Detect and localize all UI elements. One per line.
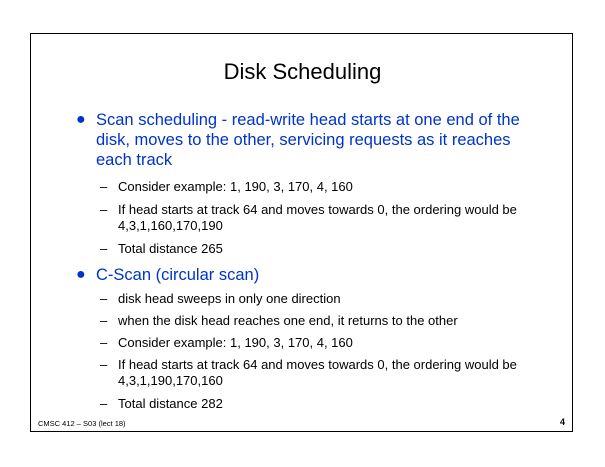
sub-bullet [100, 335, 538, 351]
page-number: 4 [560, 417, 566, 427]
sub-bullet-text: when the disk head reaches one end, it returns to the other [118, 313, 458, 328]
slide-title: Disk Scheduling [223, 59, 382, 84]
dash-icon: – [100, 202, 108, 217]
bullet-text: C-Scan (circular scan) [96, 266, 260, 284]
dash-icon: – [100, 179, 108, 194]
slide-footer: CMSC 412 – S03 (lect 18) [38, 419, 126, 428]
sub-bullet-text: disk head sweeps in only one direction [118, 291, 341, 306]
sub-bullet-text: If head starts at track 64 and moves towards 0, the ordering would be 4,3,1,190,170,160 [118, 357, 517, 388]
bullet-dot-icon: ● [76, 111, 86, 128]
sub-bullet [100, 291, 538, 307]
dash-icon: – [100, 241, 108, 256]
bullet-cscan [76, 265, 546, 285]
sub-bullet [100, 241, 538, 257]
bullet-dot-icon: ● [76, 266, 86, 283]
sub-bullet [100, 357, 538, 389]
dash-icon: – [100, 357, 108, 372]
dash-icon: – [100, 396, 108, 411]
sub-bullet-text: Total distance 282 [118, 396, 223, 411]
dash-icon: – [100, 313, 108, 328]
sub-bullet-text: If head starts at track 64 and moves towards 0, the ordering would be 4,3,1,160,170,190 [118, 202, 517, 233]
bullet-scan [76, 110, 546, 170]
sub-bullet-text: Total distance 265 [118, 241, 223, 256]
sub-bullet [100, 179, 538, 195]
dash-icon: – [100, 291, 108, 306]
bullet-text: Scan scheduling - read-write head starts at one end of the disk, moves to the other, servicing requests as it reaches each track [96, 111, 520, 169]
sub-bullet [100, 313, 538, 329]
sub-bullet-text: Consider example: 1, 190, 3, 170, 4, 160 [118, 335, 353, 350]
dash-icon: – [100, 335, 108, 350]
sub-bullet [100, 396, 538, 412]
sub-bullet [100, 202, 538, 234]
sub-bullet-text: Consider example: 1, 190, 3, 170, 4, 160 [118, 179, 353, 194]
